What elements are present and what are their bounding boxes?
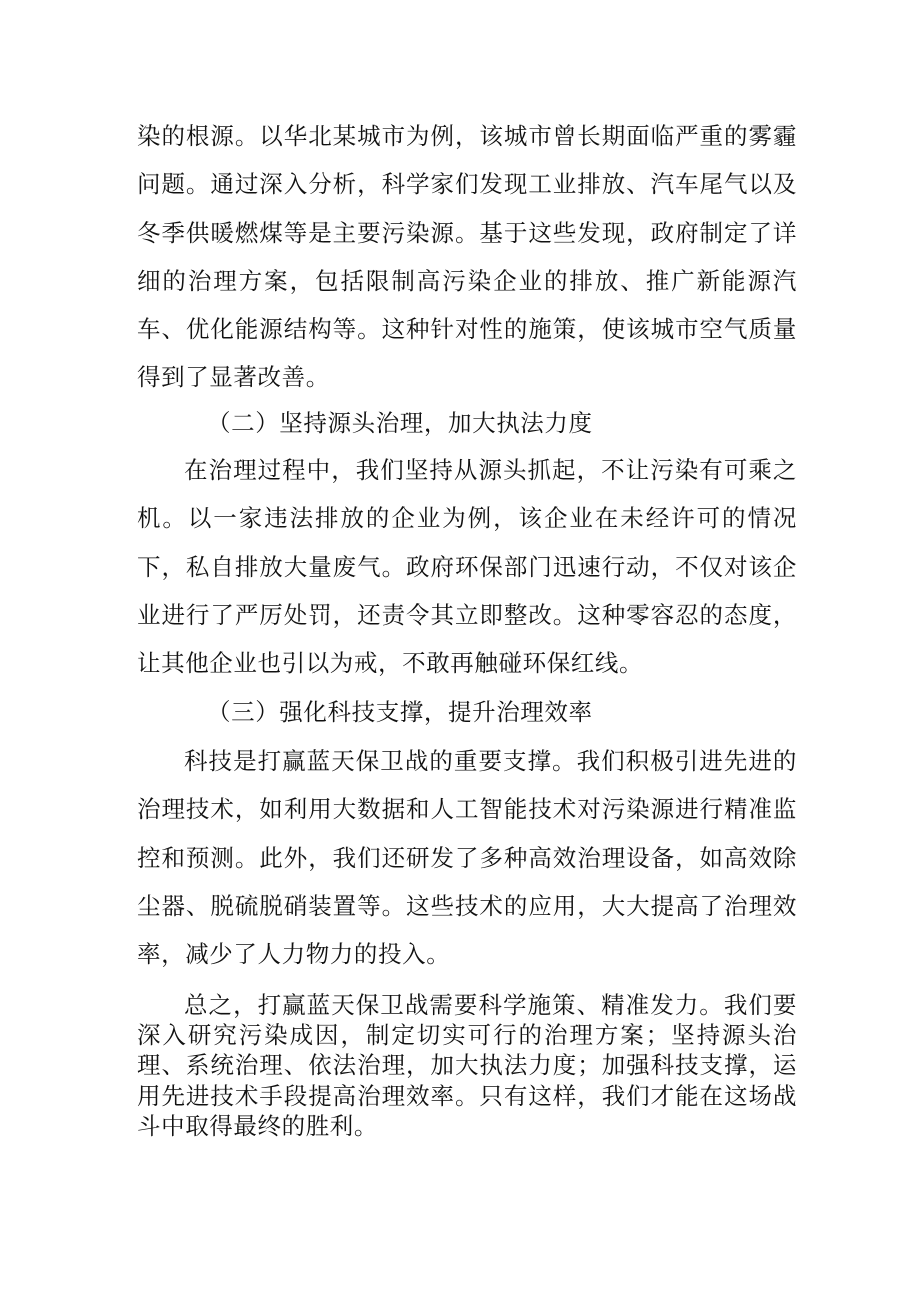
section-heading-3: （三）强化科技支撑，提升治理效率: [207, 698, 593, 726]
intro-paragraph: 染的根源。以华北某城市为例，该城市曾长期面临严重的雾霾问题。通过深入分析，科学家们发现工业排放、汽车尾气以及冬季供暖燃煤等是主要污染源。基于这些发现，政府制定了详细的治理方案，包括限制高污染企业的排放、推广新能源汽车、优化能源结构等。这种针对性的施策，使该城市空气质量得到了显著改善。: [137, 122, 797, 392]
section-2-paragraph: 在治理过程中，我们坚持从源头抓起，不让污染有可乘之机。以一家违法排放的企业为例，该企业在未经许可的情况下，私自排放大量废气。政府环保部门迅速行动，不仅对该企业进行了严厉处罚，还责令其立即整改。这种零容忍的态度，让其他企业也引以为戒，不敢再触碰环保红线。: [137, 456, 797, 678]
summary-paragraph: 总之，打赢蓝天保卫战需要科学施策、精准发力。我们要深入研究污染成因，制定切实可行的治理方案；坚持源头治理、系统治理、依法治理，加大执法力度；加强科技支撑，运用先进技术手段提高治理效率。只有这样，我们才能在这场战斗中取得最终的胜利。: [137, 991, 797, 1140]
section-3-paragraph: 科技是打赢蓝天保卫战的重要支撑。我们积极引进先进的治理技术，如利用大数据和人工智能技术对污染源进行精准监控和预测。此外，我们还研发了多种高效治理设备，如高效除尘器、脱硫脱硝装置等。这些技术的应用，大大提高了治理效率，减少了人力物力的投入。: [137, 747, 797, 969]
section-heading-2: （二）坚持源头治理，加大执法力度: [207, 409, 593, 437]
